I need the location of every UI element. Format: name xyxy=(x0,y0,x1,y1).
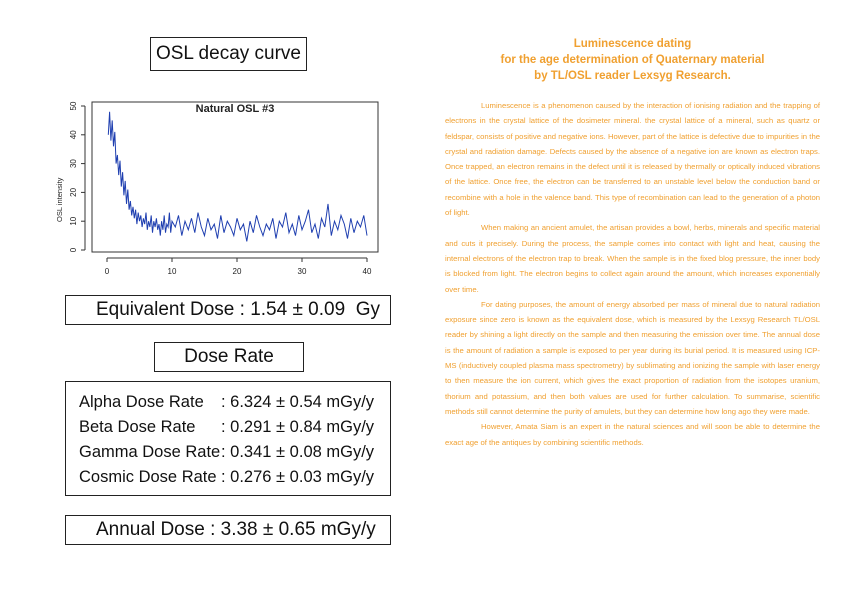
dose-rate-row xyxy=(79,415,390,440)
equivalent-dose-text: Equivalent Dose : 1.54 ± 0.09 Gy xyxy=(96,299,380,320)
osl-series-line xyxy=(108,112,367,242)
equivalent-dose-box xyxy=(65,295,391,325)
article-paragraph: When making an ancient amulet, the artisan provides a bowl, herbs, minerals and specific material and cuts it precisely. During the process, the sample comes into contact with light and heat, causing the internal electrons of the electron trap to break. When the sample is in the fixed blog pressure, the inner body is blocked from light. The electron begins to collect again around the amount, which increases exponentially over time. xyxy=(445,223,820,294)
article-title xyxy=(445,36,820,84)
dose-rate-row xyxy=(79,465,390,490)
article xyxy=(445,36,820,450)
x-axis xyxy=(105,258,372,276)
y-tick-label: 0 xyxy=(69,247,78,253)
rate-value: : 0.291 ± 0.84 mGy/y xyxy=(221,418,375,436)
rate-name: Alpha Dose Rate xyxy=(79,393,204,411)
article-body xyxy=(445,98,820,450)
article-paragraph: Luminescence is a phenomenon caused by the interaction of ionising radiation and the trapping of electrons in the crystal lattice of the dosimeter mineral. the crystal lattice of a mineral, such as quartz or feldspar, consists of positive and negative ions. However, part of the lattice is defective due to impurities in the crystal and radiation damage. Defects caused by the absence of a negative ion are known as electron traps. Once trapped, an electron remains in the defect until it is released by thermally or optically induced vibrations of the lattice. Once free, the electron can be transferred to an unstable level below the conduction band or recombine with a hole in the valence band. This type of recombination can lead to the generation of a photon of light. xyxy=(445,101,820,218)
rate-value: : 6.324 ± 0.54 mGy/y xyxy=(221,393,375,411)
rate-name: Gamma Dose Rate xyxy=(79,443,221,461)
y-tick-label: 10 xyxy=(69,216,78,226)
dose-rate-row xyxy=(79,390,390,415)
y-tick-label: 50 xyxy=(69,101,78,111)
y-axis-label: OSL intensity xyxy=(55,177,64,222)
osl-decay-chart xyxy=(45,92,385,287)
dose-rate-row xyxy=(79,440,390,465)
rate-value: : 0.341 ± 0.08 mGy/y xyxy=(221,443,375,461)
decay-curve-title: OSL decay curve xyxy=(150,37,307,71)
rate-value: : 0.276 ± 0.03 mGy/y xyxy=(221,468,375,486)
article-title-line: by TL/OSL reader Lexsyg Research. xyxy=(534,70,731,82)
x-tick-label: 20 xyxy=(232,267,242,276)
y-tick-label: 40 xyxy=(69,130,78,140)
y-axis xyxy=(69,101,85,252)
annual-dose-box xyxy=(65,515,391,545)
chart-title: Natural OSL #3 xyxy=(195,103,275,115)
x-tick-label: 0 xyxy=(104,267,110,276)
x-tick-label: 40 xyxy=(362,267,372,276)
rate-name: Cosmic Dose Rate xyxy=(79,468,217,486)
dose-rate-title: Dose Rate xyxy=(154,342,304,372)
y-tick-label: 20 xyxy=(69,187,78,197)
article-paragraph: For dating purposes, the amount of energy absorbed per mass of mineral due to natural radiation exposure since zero is known as the equivalent dose, which is measured by the Lexsyg Research TL/OSL reader by shining a light directly on the sample and then measuring the emission over time. The annual dose is the amount of radiation a sample is exposed to per year during its burial period. It is measured using ICP-MS (inductively coupled plasma mass spectrometry) by sublimating and ionizing the sample with laser energy to then measure the ion current, which gives the exact proportion of radiation from the isotopes uranium, thorium and potassium, and then both values are used for further calculation. To summarise, scientific methods still cannot determine the purity of amulets, but they can determine how long ago they were made. xyxy=(445,299,820,416)
article-title-line: Luminescence dating xyxy=(573,38,692,50)
dose-rate-table xyxy=(65,381,391,496)
annual-dose-text: Annual Dose : 3.38 ± 0.65 mGy/y xyxy=(96,519,376,540)
rate-name: Beta Dose Rate xyxy=(79,418,196,436)
x-tick-label: 10 xyxy=(167,267,177,276)
article-title-line: for the age determination of Quaternary material xyxy=(500,54,765,66)
x-tick-label: 30 xyxy=(297,267,307,276)
y-tick-label: 30 xyxy=(69,159,78,169)
article-paragraph: However, Amata Siam is an expert in the natural sciences and will soon be able to determine the exact age of the antiques by combining scientific methods. xyxy=(445,422,820,447)
